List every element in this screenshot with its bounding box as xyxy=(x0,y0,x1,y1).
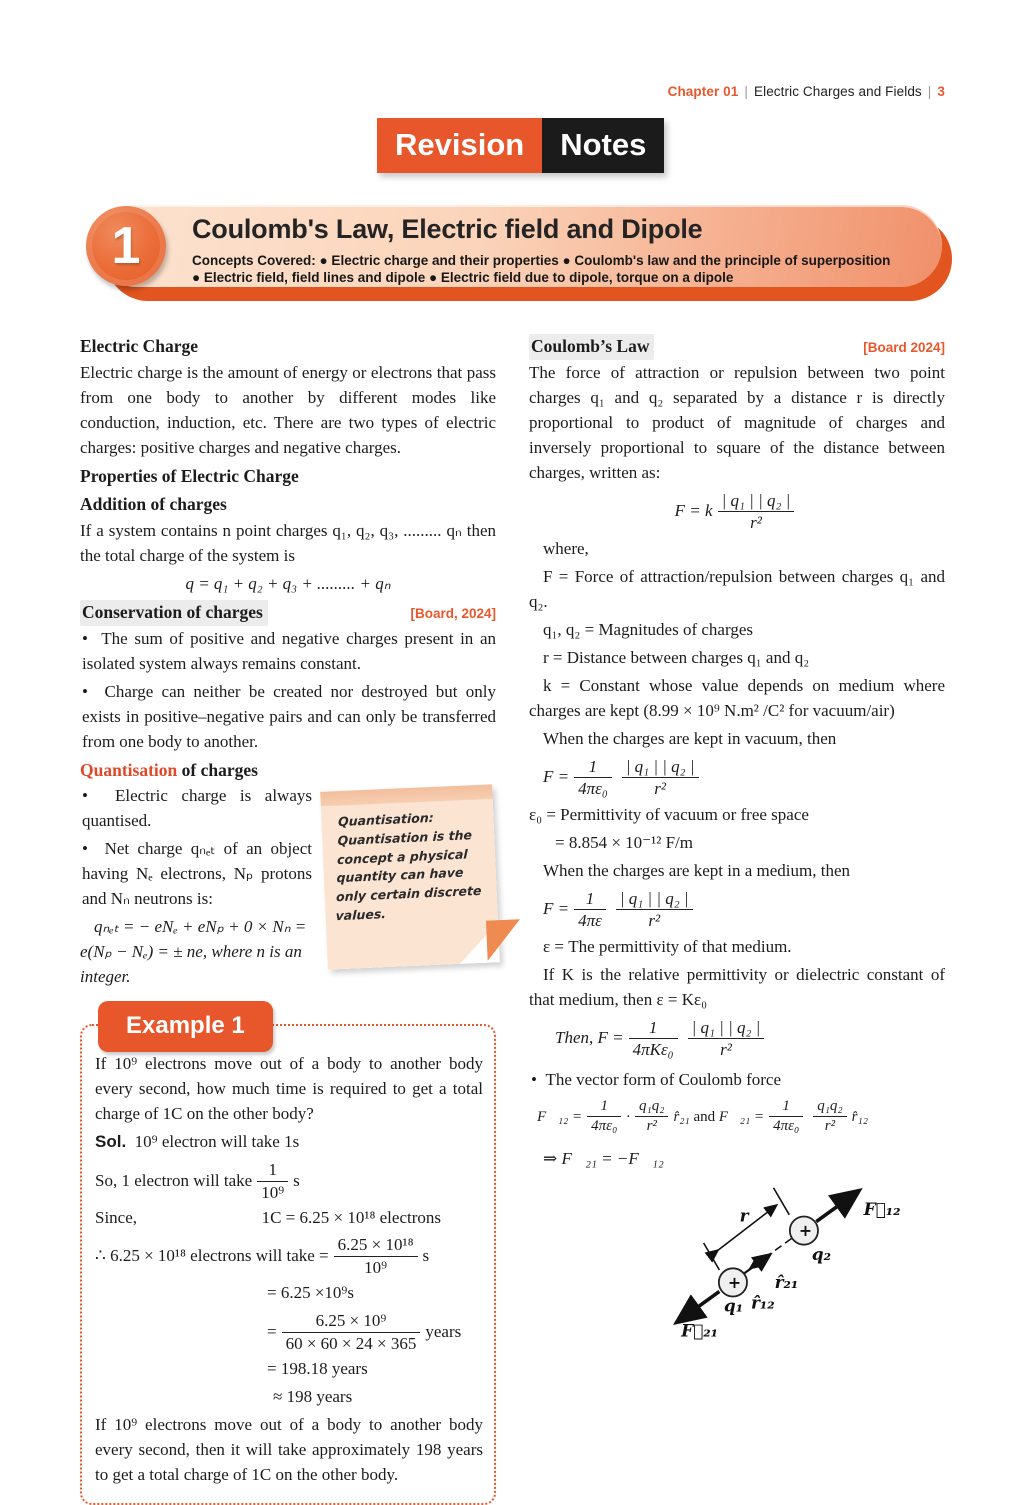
plus-sign: + xyxy=(798,1221,813,1241)
r12-label: r̂₁₂ xyxy=(750,1292,775,1313)
distance-label: r xyxy=(739,1205,749,1226)
fraction-1-over-4pieps0: $\frac{1}{\text{4πε₀}}$ xyxy=(574,757,612,799)
board-tag: [Board, 2024] xyxy=(410,606,496,622)
definition-q: q₁, q₂ = Magnitudes of charges xyxy=(543,619,753,639)
notes-label: Notes xyxy=(542,118,664,173)
example-since-row xyxy=(95,1206,483,1231)
force-F12-label: F⃗₁₂ xyxy=(863,1199,901,1220)
page-content xyxy=(80,331,946,1505)
bullet-conservation-2: • Charge can neither be created nor destroyed but only exists in positive–negative pairs and can only be transferred from one body to another. xyxy=(80,680,496,755)
fraction-1-over-4piKeps0: $\frac{1}{\text{4πKε₀}}$ xyxy=(629,1018,678,1060)
sticky-note-title: Quantisation: xyxy=(337,810,434,830)
formula-then xyxy=(529,1016,945,1062)
fraction-q1q2-over-r2-plain: $\frac{\text{q₁q₂}}{\text{r²}}$ xyxy=(635,1098,668,1136)
page-number: 3 xyxy=(937,84,945,99)
formula-prefix: F = xyxy=(543,899,570,919)
r12-unit-vector-arrow xyxy=(744,1256,769,1274)
where-label: where, xyxy=(543,538,589,558)
heading-properties: Properties of Electric Charge xyxy=(80,465,299,486)
fraction-q1q2-over-r2: $\frac{\text{| q₁ | | q₂ |}}{\text{r²}}$ xyxy=(622,757,699,799)
example-badge: Example 1 xyxy=(98,1001,273,1051)
section-concepts xyxy=(192,252,898,286)
heading-quantisation-orange: Quantisation xyxy=(80,759,178,780)
formula-addition: q = q₁ + q₂ + q₃ + ......... + qₙ xyxy=(185,574,391,594)
fraction-1-over-4pieps0: $\frac{1}{\text{4πε₀}}$ xyxy=(769,1098,803,1136)
definition-k: k = Constant whose value depends on medium where charges are kept (8.99 × 10⁹ N.m² /C² for vacuum/air) xyxy=(529,675,945,720)
and-label: and xyxy=(693,1108,716,1125)
fraction-q1q2-over-r2: $\frac{\text{| q₁ | | q₂ |}}{\text{r²}}$ xyxy=(718,491,795,533)
value-eps0: = 8.854 × 10⁻¹² F/m xyxy=(555,832,693,852)
para-coulomb: The force of attraction or repulsion between two point charges q₁ and q₂ separated by a distance r is directly proportional to product of magnitude of charges and inversely proportional to square of the distance between charges, written as: xyxy=(529,362,945,482)
sol-label: Sol. xyxy=(95,1132,127,1152)
vector-F21-prefix: F⃗₂₁ = xyxy=(718,1108,765,1125)
fraction-q1q2-over-r2: $\frac{\text{| q₁ | | q₂ |}}{\text{r²}}$ xyxy=(616,889,693,931)
fraction-6e18-over-1e9: $\frac{\text{6.25 × 10¹⁸}}{\text{10⁹}}$ xyxy=(334,1235,418,1277)
sol-text-2: So, 1 electron will take xyxy=(95,1170,253,1190)
formula-coulomb-main xyxy=(529,489,945,535)
vector-F12-prefix: F⃗₁₂ = xyxy=(537,1108,583,1125)
bullet-quant-1: • Electric charge is always quantised. xyxy=(80,784,496,834)
chapter-title: Electric Charges and Fields xyxy=(754,84,922,99)
heading-quantisation xyxy=(80,758,496,784)
example-box xyxy=(80,1012,496,1505)
example-sol-line7: ≈ 198 years xyxy=(273,1387,353,1407)
example-sol-line1 xyxy=(95,1130,483,1155)
left-column xyxy=(80,331,496,1505)
heading-electric-charge: Electric Charge xyxy=(80,336,199,356)
para-electric-charge: Electric charge is the amount of energy or electrons that pass from one body to another by different modes like conduction, induction, etc. There are two types of electric charges: positive charges and negative charges. xyxy=(80,362,496,457)
example-conclusion: If 10⁹ electrons move out of a body to another body every second, then it will take approximately 198 years to get a total charge of 1C on the other body. xyxy=(95,1415,483,1485)
unit-seconds: s xyxy=(422,1245,430,1265)
bullet-vector-form: • The vector form of Coulomb force xyxy=(529,1068,945,1093)
formula-prefix: Then, F = xyxy=(555,1028,624,1048)
fraction-q1q2-over-r2: $\frac{\text{| q₁ | | q₂ |}}{\text{r²}}$ xyxy=(688,1018,765,1060)
formula-medium xyxy=(529,887,945,933)
sticky-note xyxy=(320,785,500,970)
revision-notes-banner xyxy=(377,118,664,173)
heading-quantisation-rest: of charges xyxy=(177,759,258,780)
plus-sign: + xyxy=(727,1273,742,1293)
fraction-1-over-4pieps0: $\frac{1}{\text{4πε₀}}$ xyxy=(587,1098,621,1136)
heading-row-conservation xyxy=(80,600,496,626)
page-header xyxy=(668,84,945,99)
para-vacuum: When the charges are kept in vacuum, then xyxy=(543,728,837,748)
para-dielectric: If K is the relative permittivity or dielectric constant of that medium, then ε = Kε₀ xyxy=(529,964,945,1009)
unit-vector-r21: r̂₂₁ xyxy=(673,1108,690,1125)
formula-prefix: F = xyxy=(543,767,570,787)
para-addition: If a system contains n point charges q₁, q₂, q₃, ......... qₙ then the total charge of the system is xyxy=(80,521,496,566)
sol-text-1: 10⁹ electron will take 1s xyxy=(134,1132,300,1152)
force-F21-arrow xyxy=(679,1292,720,1321)
example-sol-line6: = 198.18 years xyxy=(267,1359,368,1379)
concepts-label: Concepts Covered: xyxy=(192,253,316,268)
formula-qnet: qₙₑₜ = − eNₑ + eNₚ + 0 × Nₙ = e(Nₚ − Nₑ) = ± ne, where n is an integer. xyxy=(80,917,307,987)
sticky-note-text xyxy=(321,785,496,927)
fraction-q1q2-over-r2-plain: $\frac{\text{q₁q₂}}{\text{r²}}$ xyxy=(813,1098,846,1136)
definition-F: F = Force of attraction/repulsion between charges q₁ and q₂. xyxy=(529,566,945,611)
sticky-note-fold xyxy=(486,920,522,961)
formula-vacuum xyxy=(529,755,945,801)
para-medium: When the charges are kept in a medium, then xyxy=(543,860,850,880)
header-separator: | xyxy=(927,84,932,99)
header-separator: | xyxy=(744,84,748,99)
tick-mark xyxy=(773,1188,789,1215)
board-tag: [Board 2024] xyxy=(863,340,945,355)
sol-text-3: ∴ 6.25 × 10¹⁸ electrons will take = xyxy=(95,1245,329,1265)
dot-operator: · xyxy=(626,1108,631,1125)
example-sol-line2 xyxy=(95,1158,483,1204)
formula-prefix: F = k xyxy=(674,501,713,521)
charge-q1-label: q₁ xyxy=(723,1295,744,1316)
fraction-1-over-1e9: $\frac{1}{\text{10⁹}}$ xyxy=(257,1160,288,1202)
section-title: Coulomb's Law, Electric field and Dipole xyxy=(192,214,703,244)
since-equation: 1C = 6.25 × 10¹⁸ electrons xyxy=(261,1208,441,1228)
bullet-conservation-1: • The sum of positive and negative charges present in an isolated system always remains constant. xyxy=(80,627,496,677)
concepts-list: ● Electric charge and their properties ● Coulomb's law and the principle of superposition ● Electric field, field lines and dipole ● Electric field due to dipole, torque on a dipole xyxy=(192,253,891,285)
definition-eps: ε = The permittivity of that medium. xyxy=(543,936,792,956)
r21-label: r̂₂₁ xyxy=(774,1272,799,1293)
coulomb-force-diagram xyxy=(647,1181,909,1341)
heading-addition: Addition of charges xyxy=(80,494,227,515)
right-column xyxy=(529,331,945,1505)
force-F12-arrow xyxy=(816,1193,857,1222)
fraction-1-over-4pieps: $\frac{1}{4\pi\varepsilon}$ xyxy=(574,889,606,931)
fraction-years: $\frac{\text{6.25 × 10⁹}}{60 \times 60 \times 24 \times 365}$ xyxy=(282,1311,421,1353)
formula-vector xyxy=(529,1096,945,1138)
formula-vector-result: ⇒ F⃗₂₁ = −F⃗₁₂ xyxy=(543,1149,664,1169)
charge-q2-label: q₂ xyxy=(811,1244,832,1265)
sticky-note-body: Quantisation is the concept a physical quantity can have only certain discrete values. xyxy=(335,827,482,924)
definition-eps0: ε₀ = Permittivity of vacuum or free space xyxy=(529,804,809,824)
heading-coulombs-law: Coulomb’s Law xyxy=(529,334,654,360)
equals-sign: = xyxy=(267,1321,277,1341)
tick-mark xyxy=(704,1243,720,1270)
since-label: Since, xyxy=(95,1208,138,1228)
heading-row-coulomb xyxy=(529,334,945,360)
section-banner xyxy=(88,205,942,295)
example-sol-line4: = 6.25 ×10⁹s xyxy=(267,1283,354,1303)
unit-years: years xyxy=(425,1321,462,1341)
unit-seconds: s xyxy=(293,1170,300,1190)
example-question: If 10⁹ electrons move out of a body to another body every second, how much time is required to get a total charge of 1C on the other body? xyxy=(95,1054,483,1124)
force-F21-label: F⃗₂₁ xyxy=(681,1320,719,1341)
section-number-badge xyxy=(86,206,166,286)
example-sol-line5 xyxy=(95,1309,483,1355)
example-sol-line3 xyxy=(95,1233,483,1279)
heading-conservation: Conservation of charges xyxy=(80,600,268,626)
definition-r: r = Distance between charges q₁ and q₂ xyxy=(543,647,810,667)
quantisation-block xyxy=(80,784,496,990)
revision-label: Revision xyxy=(377,118,542,173)
chapter-label: Chapter 01 xyxy=(667,84,739,99)
unit-vector-r12: r̂₁₂ xyxy=(851,1108,868,1125)
bullet-quant-2: • Net charge qₙₑₜ of an object having Nₑ electrons, Nₚ protons and Nₙ neutrons is: xyxy=(80,837,496,912)
section-number: 1 xyxy=(111,217,141,275)
